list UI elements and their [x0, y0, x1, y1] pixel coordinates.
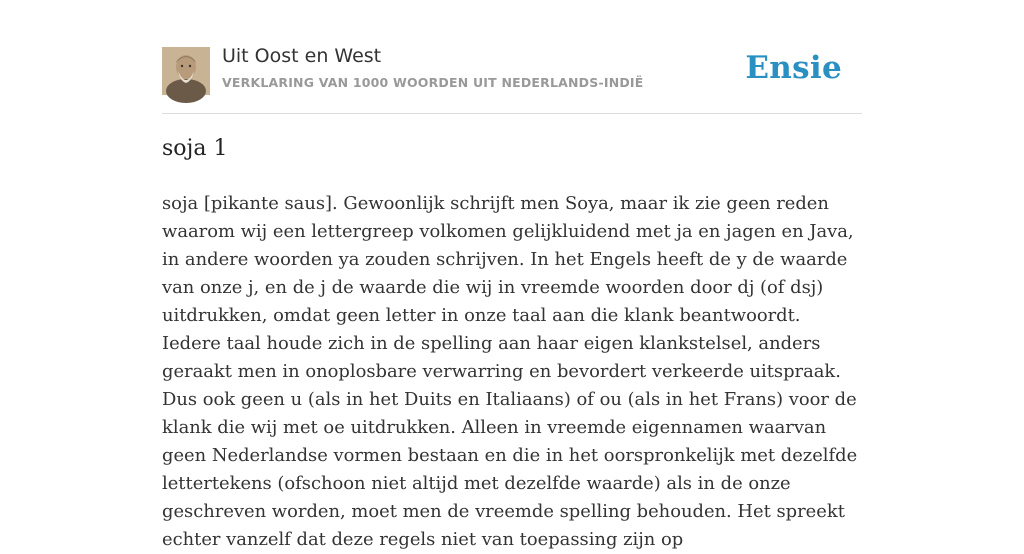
portrait-icon — [162, 47, 210, 95]
source-title[interactable]: Uit Oost en West — [222, 45, 382, 67]
ensie-logo[interactable]: Ensie — [745, 50, 842, 86]
entry-body: soja [pikante saus]. Gewoonlijk schrijft men Soya, maar ik zie geen reden waarom wij een lettergreep volkomen gelijkluidend met ja en jagen en Java, in andere woorden ya zouden schrijven. In het Engels heeft de y de waarde van onze j, en de j de waarde die wij in vreemde woorden door dj (of dsj) uitdrukken, omdat geen letter in onze taal aan die klank beantwoordt. Iedere taal houde zich in de spelling aan haar eigen klankstelsel, anders geraakt men in onoplosbare verwarring en bevordert verkeerde uitspraak. Dus ook geen u (als in het Duits en Italiaans) of ou (als in het Frans) voor de klank die wij met oe uitdrukken. Alleen in vreemde eigennamen waarvan geen Nederlandse vormen bestaan en die in het oorspronkelijk met dezelfde lettertekens (ofschoon niet altijd met dezelfde waarde) als in de onze geschreven worden, moet men de vreemde spelling behouden. Het spreekt echter vanzelf dat deze regels niet van toepassing zijn op — [162, 193, 858, 550]
source-subtitle: VERKLARING VAN 1000 WOORDEN UIT NEDERLANDS-INDIË — [222, 75, 644, 90]
source-header — [162, 0, 862, 114]
page-container — [162, 0, 862, 550]
entry-title: soja 1 — [162, 136, 228, 161]
author-avatar[interactable] — [162, 47, 210, 95]
